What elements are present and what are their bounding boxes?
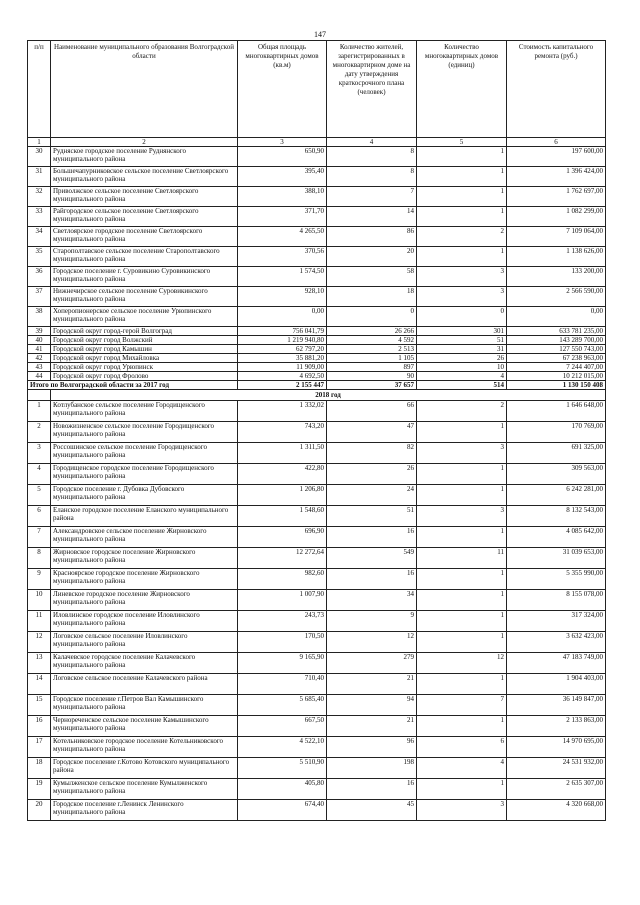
residents-value: 16 — [327, 569, 417, 590]
table-row — [28, 527, 606, 548]
cost-value: 127 550 743,00 — [507, 345, 606, 354]
header-houses: Количество многоквартирных домов (единиц) — [417, 41, 507, 138]
area-value: 1 574,50 — [238, 267, 327, 287]
row-number: 6 — [28, 506, 51, 527]
houses-value: 1 — [417, 674, 507, 695]
table-row — [28, 336, 606, 345]
residents-value: 12 — [327, 632, 417, 653]
total-label: Итого по Волгоградской области за 2017 год — [28, 381, 238, 390]
cost-value: 31 039 653,00 — [507, 548, 606, 569]
row-number: 2 — [28, 422, 51, 443]
area-value: 1 007,90 — [238, 590, 327, 611]
houses-value: 31 — [417, 345, 507, 354]
area-value: 1 206,80 — [238, 485, 327, 506]
cost-value: 1 762 697,00 — [507, 187, 606, 207]
table-header — [28, 41, 606, 138]
row-number: 33 — [28, 207, 51, 227]
table-row — [28, 800, 606, 821]
area-value: 743,20 — [238, 422, 327, 443]
municipality-name: Городской округ город Камышин — [51, 345, 238, 354]
area-value: 650,90 — [238, 147, 327, 167]
table-row — [28, 737, 606, 758]
houses-value: 3 — [417, 443, 507, 464]
table-row — [28, 590, 606, 611]
row-number: 8 — [28, 548, 51, 569]
cost-value: 67 238 963,00 — [507, 354, 606, 363]
area-value: 395,40 — [238, 167, 327, 187]
header-number: п/п — [28, 41, 51, 138]
residents-value: 198 — [327, 758, 417, 779]
table-row — [28, 779, 606, 800]
cost-value: 1 646 648,00 — [507, 401, 606, 422]
residents-value: 14 — [327, 207, 417, 227]
municipality-name: Логовское сельское поселение Иловлинского муниципального района — [51, 632, 238, 653]
residents-value: 16 — [327, 527, 417, 548]
houses-value: 0 — [417, 307, 507, 327]
area-value: 4 265,50 — [238, 227, 327, 247]
repair-plan-table — [27, 40, 606, 821]
area-value: 928,10 — [238, 287, 327, 307]
municipality-name: Городское поселение г. Дубовка Дубовского муниципального района — [51, 485, 238, 506]
column-index: 5 — [417, 138, 507, 147]
cost-value: 170 769,00 — [507, 422, 606, 443]
table-row — [28, 485, 606, 506]
residents-value: 66 — [327, 401, 417, 422]
row-number: 41 — [28, 345, 51, 354]
houses-value: 1 — [417, 779, 507, 800]
residents-value: 8 — [327, 147, 417, 167]
table-row — [28, 611, 606, 632]
municipality-name: Городской округ город Урюпинск — [51, 363, 238, 372]
row-number: 14 — [28, 674, 51, 695]
cost-value: 1 396 424,00 — [507, 167, 606, 187]
residents-value: 7 — [327, 187, 417, 207]
year-section-row — [28, 390, 606, 401]
row-number: 17 — [28, 737, 51, 758]
table-row — [28, 401, 606, 422]
column-index: 6 — [507, 138, 606, 147]
houses-value: 1 — [417, 611, 507, 632]
cost-value: 197 600,00 — [507, 147, 606, 167]
cost-value: 2 566 590,00 — [507, 287, 606, 307]
municipality-name: Новожизненское сельское поселение Городищенского муниципального района — [51, 422, 238, 443]
area-value: 11 909,00 — [238, 363, 327, 372]
row-number: 5 — [28, 485, 51, 506]
municipality-name: Жирновское городское поселение Жирновского муниципального района — [51, 548, 238, 569]
column-index-row — [28, 138, 606, 147]
area-value: 710,40 — [238, 674, 327, 695]
cost-value: 8 132 543,00 — [507, 506, 606, 527]
municipality-name: Хоперопионерское сельское поселение Урюпинского муниципального района — [51, 307, 238, 327]
table-row — [28, 187, 606, 207]
cost-value: 1 082 299,00 — [507, 207, 606, 227]
row-number: 15 — [28, 695, 51, 716]
cost-value: 24 531 932,00 — [507, 758, 606, 779]
municipality-name: Иловлинское городское поселение Иловлинского муниципального района — [51, 611, 238, 632]
cost-value: 133 200,00 — [507, 267, 606, 287]
row-number: 4 — [28, 464, 51, 485]
cost-value: 1 904 403,00 — [507, 674, 606, 695]
table-row — [28, 716, 606, 737]
area-value: 1 311,50 — [238, 443, 327, 464]
cost-value: 4 085 642,00 — [507, 527, 606, 548]
residents-value: 58 — [327, 267, 417, 287]
houses-value: 1 — [417, 464, 507, 485]
cost-value: 309 563,00 — [507, 464, 606, 485]
residents-value: 82 — [327, 443, 417, 464]
municipality-name: Красноярское городское поселение Жирновского муниципального района — [51, 569, 238, 590]
residents-value: 9 — [327, 611, 417, 632]
houses-value: 2 — [417, 227, 507, 247]
area-value: 405,80 — [238, 779, 327, 800]
area-value: 696,90 — [238, 527, 327, 548]
residents-value: 20 — [327, 247, 417, 267]
residents-value: 34 — [327, 590, 417, 611]
cost-value: 2 635 307,00 — [507, 779, 606, 800]
header-residents: Количество жителей, зарегистрированных в многоквартирном доме на дату утверждения краткосрочного плана (человек) — [327, 41, 417, 138]
row-number: 34 — [28, 227, 51, 247]
cost-value: 6 242 281,00 — [507, 485, 606, 506]
area-value: 422,80 — [238, 464, 327, 485]
table-row — [28, 167, 606, 187]
table-row — [28, 354, 606, 363]
table-row — [28, 506, 606, 527]
table-row — [28, 632, 606, 653]
table-row — [28, 422, 606, 443]
residents-value: 2 513 — [327, 345, 417, 354]
cost-value: 7 244 407,00 — [507, 363, 606, 372]
table-row — [28, 147, 606, 167]
houses-value: 3 — [417, 287, 507, 307]
houses-value: 1 — [417, 167, 507, 187]
table-row — [28, 227, 606, 247]
residents-value: 51 — [327, 506, 417, 527]
area-value: 756 041,79 — [238, 327, 327, 336]
municipality-name: Приволжское сельское поселение Светлоярского муниципального района — [51, 187, 238, 207]
table-row — [28, 674, 606, 695]
table-row — [28, 363, 606, 372]
houses-value: 1 — [417, 207, 507, 227]
municipality-name: Городской округ город Волжский — [51, 336, 238, 345]
header-municipality: Наименование муниципального образования Волгоградской области — [51, 41, 238, 138]
cost-value: 47 183 749,00 — [507, 653, 606, 674]
row-number: 37 — [28, 287, 51, 307]
year-label: 2018 год — [51, 390, 606, 401]
row-number: 35 — [28, 247, 51, 267]
cost-value: 691 325,00 — [507, 443, 606, 464]
table-row — [28, 653, 606, 674]
municipality-name: Котельниковское городское поселение Котельниковского муниципального района — [51, 737, 238, 758]
houses-value: 3 — [417, 506, 507, 527]
row-number: 18 — [28, 758, 51, 779]
cost-value: 14 970 695,00 — [507, 737, 606, 758]
row-number: 38 — [28, 307, 51, 327]
residents-value: 549 — [327, 548, 417, 569]
row-number: 44 — [28, 372, 51, 381]
municipality-name: Городской округ город Фролово — [51, 372, 238, 381]
houses-value: 26 — [417, 354, 507, 363]
row-number: 36 — [28, 267, 51, 287]
cost-value: 143 289 700,00 — [507, 336, 606, 345]
municipality-name: Городищенское городское поселение Городищенского муниципального района — [51, 464, 238, 485]
table-row — [28, 443, 606, 464]
table-row — [28, 207, 606, 227]
cost-value: 0,00 — [507, 307, 606, 327]
municipality-name: Россошинское сельское поселение Городищенского муниципального района — [51, 443, 238, 464]
area-value: 9 165,90 — [238, 653, 327, 674]
header-cost: Стоимость капитального ремонта (руб.) — [507, 41, 606, 138]
houses-value: 1 — [417, 590, 507, 611]
table-row — [28, 695, 606, 716]
houses-value: 11 — [417, 548, 507, 569]
table-row — [28, 464, 606, 485]
area-value: 1 332,02 — [238, 401, 327, 422]
row-number: 31 — [28, 167, 51, 187]
area-value: 1 219 940,80 — [238, 336, 327, 345]
row-number: 43 — [28, 363, 51, 372]
municipality-name: Нижнечирское сельское поселение Суровикинского муниципального района — [51, 287, 238, 307]
year-empty-cell — [28, 390, 51, 401]
row-number: 39 — [28, 327, 51, 336]
row-number: 12 — [28, 632, 51, 653]
municipality-name: Чернореченское сельское поселение Камышинского муниципального района — [51, 716, 238, 737]
residents-value: 86 — [327, 227, 417, 247]
municipality-name: Большечапурниковское сельское поселение Светлоярского муниципального района — [51, 167, 238, 187]
row-number: 13 — [28, 653, 51, 674]
municipality-name: Городское поселение г.Ленинск Ленинского муниципального района — [51, 800, 238, 821]
municipality-name: Райгородское сельское поселение Светлоярского муниципального района — [51, 207, 238, 227]
municipality-name: Кумылженское сельское поселение Кумылженского муниципального района — [51, 779, 238, 800]
houses-value: 1 — [417, 716, 507, 737]
municipality-name: Рудняское городское поселение Руднянского муниципального района — [51, 147, 238, 167]
houses-value: 301 — [417, 327, 507, 336]
houses-value: 51 — [417, 336, 507, 345]
houses-value: 4 — [417, 372, 507, 381]
column-index: 2 — [51, 138, 238, 147]
municipality-name: Логовское сельское поселение Калачевского района — [51, 674, 238, 695]
table-row — [28, 758, 606, 779]
cost-value: 36 149 847,00 — [507, 695, 606, 716]
municipality-name: Александровское сельское поселение Жирновского муниципального района — [51, 527, 238, 548]
residents-value: 90 — [327, 372, 417, 381]
row-number: 20 — [28, 800, 51, 821]
residents-value: 47 — [327, 422, 417, 443]
cost-value: 7 109 064,00 — [507, 227, 606, 247]
table-row — [28, 287, 606, 307]
houses-value: 3 — [417, 800, 507, 821]
row-number: 1 — [28, 401, 51, 422]
cost-value: 3 632 423,00 — [507, 632, 606, 653]
municipality-name: Городской округ город-герой Волгоград — [51, 327, 238, 336]
row-number: 40 — [28, 336, 51, 345]
area-value: 5 685,40 — [238, 695, 327, 716]
residents-value: 897 — [327, 363, 417, 372]
residents-value: 26 — [327, 464, 417, 485]
houses-value: 2 — [417, 401, 507, 422]
municipality-name: Котлубанское сельское поселение Городищенского муниципального района — [51, 401, 238, 422]
table-row — [28, 327, 606, 336]
residents-value: 45 — [327, 800, 417, 821]
municipality-name: Городское поселение г.Котово Котовского муниципального района — [51, 758, 238, 779]
residents-value: 4 592 — [327, 336, 417, 345]
page-number: 147 — [314, 30, 326, 39]
residents-value: 16 — [327, 779, 417, 800]
municipality-name: Светлоярское городское поселение Светлоярского муниципального района — [51, 227, 238, 247]
row-number: 30 — [28, 147, 51, 167]
row-number: 3 — [28, 443, 51, 464]
cost-value: 10 212 015,00 — [507, 372, 606, 381]
residents-value: 24 — [327, 485, 417, 506]
area-value: 5 510,90 — [238, 758, 327, 779]
residents-value: 21 — [327, 674, 417, 695]
residents-value: 1 105 — [327, 354, 417, 363]
houses-value: 1 — [417, 527, 507, 548]
area-value: 370,56 — [238, 247, 327, 267]
area-value: 12 272,64 — [238, 548, 327, 569]
total-houses: 514 — [417, 381, 507, 390]
table-row — [28, 569, 606, 590]
residents-value: 18 — [327, 287, 417, 307]
area-value: 982,60 — [238, 569, 327, 590]
column-index: 4 — [327, 138, 417, 147]
area-value: 4 522,10 — [238, 737, 327, 758]
row-number: 10 — [28, 590, 51, 611]
table-row — [28, 307, 606, 327]
residents-value: 94 — [327, 695, 417, 716]
houses-value: 12 — [417, 653, 507, 674]
houses-value: 3 — [417, 267, 507, 287]
row-number: 7 — [28, 527, 51, 548]
table-row — [28, 267, 606, 287]
houses-value: 1 — [417, 247, 507, 267]
total-area: 2 155 447 — [238, 381, 327, 390]
residents-value: 96 — [327, 737, 417, 758]
table-row — [28, 345, 606, 354]
houses-value: 10 — [417, 363, 507, 372]
houses-value: 1 — [417, 147, 507, 167]
row-number: 11 — [28, 611, 51, 632]
residents-value: 21 — [327, 716, 417, 737]
area-value: 667,50 — [238, 716, 327, 737]
cost-value: 8 155 078,00 — [507, 590, 606, 611]
area-value: 0,00 — [238, 307, 327, 327]
area-value: 35 881,20 — [238, 354, 327, 363]
area-value: 243,73 — [238, 611, 327, 632]
area-value: 388,10 — [238, 187, 327, 207]
houses-value: 1 — [417, 569, 507, 590]
municipality-name: Городское поселение г.Петров Вал Камышинского муниципального района — [51, 695, 238, 716]
houses-value: 1 — [417, 485, 507, 506]
column-index: 1 — [28, 138, 51, 147]
residents-value: 26 266 — [327, 327, 417, 336]
area-value: 62 797,20 — [238, 345, 327, 354]
table-row — [28, 548, 606, 569]
row-number: 19 — [28, 779, 51, 800]
houses-value: 1 — [417, 422, 507, 443]
row-number: 32 — [28, 187, 51, 207]
houses-value: 1 — [417, 632, 507, 653]
cost-value: 1 138 626,00 — [507, 247, 606, 267]
area-value: 1 548,60 — [238, 506, 327, 527]
houses-value: 4 — [417, 758, 507, 779]
residents-value: 8 — [327, 167, 417, 187]
area-value: 4 692,50 — [238, 372, 327, 381]
total-row-2017 — [28, 381, 606, 390]
header-area: Общая площадь многоквартирных домов (кв.м) — [238, 41, 327, 138]
municipality-name: Городской округ город Михайловка — [51, 354, 238, 363]
municipality-name: Еланское городское поселение Еланского муниципального района — [51, 506, 238, 527]
total-residents: 37 657 — [327, 381, 417, 390]
total-cost: 1 130 150 408 — [507, 381, 606, 390]
row-number: 16 — [28, 716, 51, 737]
column-index: 3 — [238, 138, 327, 147]
cost-value: 317 324,00 — [507, 611, 606, 632]
residents-value: 0 — [327, 307, 417, 327]
municipality-name: Калачевское городское поселение Калачевского муниципального района — [51, 653, 238, 674]
municipality-name: Старополтавское сельское поселение Старополтавского муниципального района — [51, 247, 238, 267]
houses-value: 7 — [417, 695, 507, 716]
area-value: 170,50 — [238, 632, 327, 653]
municipality-name: Городское поселение г. Суровикино Суровикинского муниципального района — [51, 267, 238, 287]
area-value: 674,40 — [238, 800, 327, 821]
table-row — [28, 372, 606, 381]
cost-value: 2 133 863,00 — [507, 716, 606, 737]
residents-value: 279 — [327, 653, 417, 674]
cost-value: 5 355 990,00 — [507, 569, 606, 590]
houses-value: 6 — [417, 737, 507, 758]
row-number: 42 — [28, 354, 51, 363]
row-number: 9 — [28, 569, 51, 590]
cost-value: 4 320 668,00 — [507, 800, 606, 821]
municipality-name: Линевское городское поселение Жирновского муниципального района — [51, 590, 238, 611]
area-value: 371,70 — [238, 207, 327, 227]
cost-value: 633 781 235,00 — [507, 327, 606, 336]
houses-value: 1 — [417, 187, 507, 207]
table-row — [28, 247, 606, 267]
